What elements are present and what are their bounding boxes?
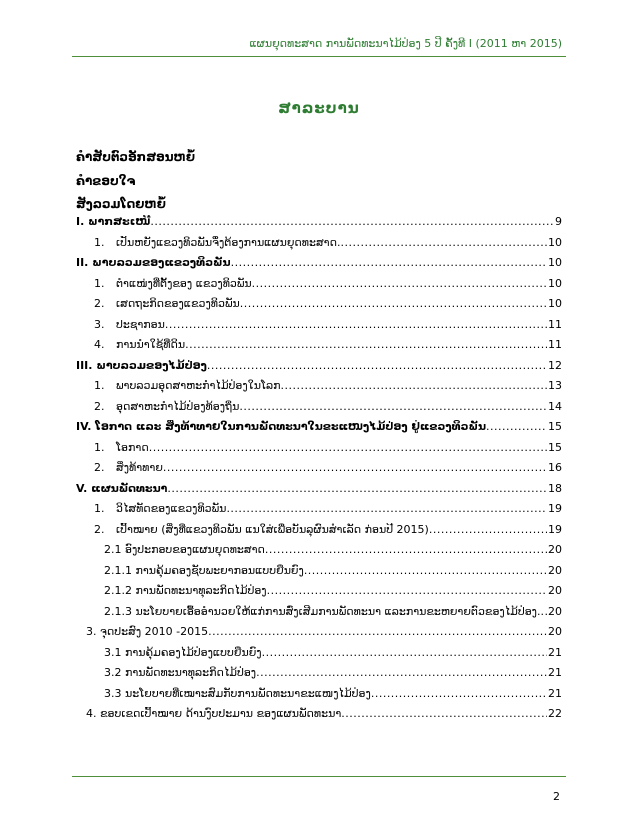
- toc-entry-page: 18: [548, 481, 562, 495]
- toc-entry[interactable]: [76, 236, 562, 257]
- dot-leader: [240, 297, 547, 310]
- front-matter-acknowledgements[interactable]: ຄໍາຂອບໃຈ: [76, 174, 136, 188]
- toc-entry-label: ຕໍາແໜ່ງທີ່ຕັ້ງຂອງ ແຂວງທິວພັນ: [116, 276, 252, 290]
- toc-entry-page: 15: [548, 440, 562, 454]
- toc-entry-page: 21: [548, 645, 562, 659]
- toc-entry[interactable]: [76, 318, 562, 339]
- toc-entry-label: ການຄຸ້ມຄອງໄມ້ປ່ອງແບບຍືນຍົງ: [125, 645, 262, 659]
- toc-entry-number: 2.: [94, 522, 105, 536]
- toc-entry-label: ເປັນຫຍັງແຂວງທິວພັນຈຶ່ງຕ້ອງການແຜນຍຸດທະສາດ.: [116, 235, 341, 249]
- toc-entry-label: ພາບລວມຂອງແຂວງທິວພັນ: [92, 256, 231, 269]
- toc-entry-label: ອຸດສາຫະກໍາໄມ້ປ່ອງທ້ອງຖິ່ນ: [116, 399, 240, 413]
- toc-entry[interactable]: [76, 584, 562, 605]
- toc-entry-page: 13: [548, 379, 562, 392]
- toc-entry-page: 21: [548, 666, 562, 679]
- toc-entry-page: 20: [548, 625, 562, 638]
- toc-entry-label: ການພັດທະນາທຸລະກິດໄມ້ປ່ອງ: [135, 584, 267, 597]
- toc-entry-number: 2.1: [104, 543, 122, 556]
- toc-entry[interactable]: [76, 420, 562, 441]
- dot-leader: [340, 236, 547, 249]
- toc-entry-page: 16: [548, 461, 562, 474]
- toc-entry-number: 1.: [94, 379, 105, 392]
- dot-leader: [341, 707, 547, 720]
- toc-entry[interactable]: [76, 482, 562, 503]
- dot-leader: [150, 215, 554, 228]
- toc-entry-number: 1.: [94, 440, 105, 454]
- toc-entry[interactable]: [76, 297, 562, 318]
- toc-entry-label: ການນໍາໃຊ້ທີ່ດິນ: [116, 338, 186, 351]
- toc-entry-number: 3.: [86, 625, 97, 638]
- toc-entry[interactable]: [76, 400, 562, 421]
- toc-entry-page: 19: [548, 522, 562, 536]
- footer-rule: [72, 776, 566, 777]
- toc-entry-page: 14: [548, 399, 562, 413]
- toc-entry-page: 9: [555, 215, 562, 228]
- toc-entry[interactable]: [76, 215, 562, 236]
- toc-entry-label: ພາບລວມອຸດສາຫະກໍາໄມ້ປ່ອງໃນໂລກ: [116, 379, 281, 392]
- dot-leader: [149, 441, 547, 454]
- dot-leader: [207, 359, 547, 372]
- toc-entry-label: ວິໄສທັດຂອງແຂວງທິວພັນ: [116, 502, 227, 515]
- toc-entry-number: 3.2: [104, 666, 122, 679]
- dot-leader: [281, 379, 547, 392]
- toc-entry-page: 22: [548, 707, 562, 720]
- dot-leader: [429, 523, 547, 536]
- toc-entry-label: ແຜນພັດທະນາ: [91, 481, 168, 495]
- dot-leader: [371, 687, 547, 700]
- toc-entry-number: III.: [76, 358, 93, 372]
- toc-entry-page: 15: [548, 420, 562, 433]
- toc-entry-number: II.: [76, 256, 89, 269]
- toc-entry-number: IV.: [76, 420, 92, 433]
- toc-entry-label: ໂອກາດ: [116, 440, 149, 454]
- dot-leader: [208, 625, 547, 638]
- toc-entry[interactable]: [76, 605, 562, 626]
- dot-leader: [167, 482, 547, 495]
- toc-entry[interactable]: [76, 338, 562, 359]
- toc-entry-page: 11: [548, 338, 562, 351]
- toc-entry-page: 20: [548, 584, 562, 597]
- toc-entry-number: 3.1: [104, 645, 122, 659]
- toc-entry-number: 3.3: [104, 686, 122, 700]
- toc-entry-number: 2.: [94, 297, 105, 310]
- toc-entry-page: 12: [548, 358, 562, 372]
- toc-entry[interactable]: [76, 523, 562, 544]
- toc-entry-page: 19: [548, 502, 562, 515]
- dot-leader: [256, 666, 547, 679]
- toc-entry[interactable]: [76, 666, 562, 687]
- toc-entry-label: ປະຊາກອນ: [116, 317, 165, 331]
- dot-leader: [165, 318, 547, 331]
- toc-entry[interactable]: [76, 277, 562, 298]
- table-of-contents: [76, 215, 562, 728]
- dot-leader: [239, 400, 547, 413]
- toc-entry[interactable]: [76, 359, 562, 380]
- toc-entry-number: I.: [76, 215, 85, 228]
- toc-entry-number: 2.1.2: [104, 584, 132, 597]
- toc-entry-number: 1.: [94, 502, 105, 515]
- toc-entry-number: 2.1.3: [104, 604, 132, 618]
- toc-entry-number: 2.1.1: [104, 563, 132, 577]
- toc-entry-page: 10: [548, 276, 562, 290]
- front-matter-summary[interactable]: ສັງລວມໂດຍຫຍໍ້: [76, 197, 166, 211]
- header-rule: [72, 56, 566, 57]
- toc-entry-number: V.: [76, 481, 88, 495]
- toc-entry-page: 10: [548, 297, 562, 310]
- toc-entry-number: 1.: [94, 276, 105, 290]
- dot-leader: [267, 584, 547, 597]
- front-matter-abbreviations[interactable]: ຄໍາສັບຕົວອັກສອນຫຍໍ້: [76, 150, 195, 164]
- toc-entry-page: 10: [548, 235, 562, 249]
- toc-entry[interactable]: [76, 646, 562, 667]
- toc-entry-number: 2.: [94, 399, 105, 413]
- toc-entry-number: 4.: [86, 707, 97, 720]
- dot-leader: [252, 277, 547, 290]
- toc-entry[interactable]: [76, 441, 562, 462]
- dot-leader: [163, 461, 547, 474]
- dot-leader: [185, 338, 547, 351]
- toc-entry-number: 1.: [94, 235, 105, 249]
- dot-leader: [226, 502, 547, 515]
- toc-entry-label: ເສດຖະກິດຂອງແຂວງທິວພັນ: [116, 297, 240, 310]
- toc-entry-label: ພາບລວມຂອງໄມ້ປ່ອງ: [96, 358, 207, 372]
- toc-entry-page: 21: [548, 686, 562, 700]
- dot-leader: [231, 256, 547, 269]
- toc-entry[interactable]: [76, 379, 562, 400]
- toc-entry[interactable]: [76, 461, 562, 482]
- toc-entry-label: ອົງປະກອບຂອງແຜນຍຸດທະສາດ: [125, 543, 265, 556]
- toc-entry-page: 11: [548, 317, 562, 331]
- toc-entry-label: ການຄຸ້ມຄອງຊັບພະຍາກອນແບບຍືນຍົງ: [135, 563, 304, 577]
- toc-entry-label: ນະໂຍບາຍທີ່ເໝາະສົມກັບການພັດທະນາຂະແໜງໄມ້ປ່ອງ: [125, 686, 371, 700]
- page-number: 2: [553, 790, 560, 803]
- toc-entry-label: ການພັດທະນາທຸລະກິດໄມ້ປ່ອງ: [125, 666, 257, 679]
- toc-entry-label: ສິ່ງທ້າທາຍ: [116, 461, 163, 474]
- dot-leader: [304, 564, 547, 577]
- toc-entry-number: 4.: [94, 338, 105, 351]
- toc-entry[interactable]: [76, 707, 562, 728]
- toc-entry-page: 10: [548, 256, 562, 269]
- toc-entry-label: ຂອບເຂດເປົ້າໝາຍ ດ້ານງົບປະມານ ຂອງແຜນພັດທະນາ: [100, 707, 342, 720]
- toc-entry[interactable]: [76, 256, 562, 277]
- toc-entry-number: 2.: [94, 461, 105, 474]
- toc-entry-page: 20: [548, 604, 562, 618]
- toc-entry-label: ໂອກາດ ແລະ ສິ່ງທ້າທາຍໃນການພັດທະນາໃນຂະແໜງໄມ້ປ່ອງ ຢູ່ແຂວງທິວພັນ: [95, 420, 487, 433]
- toc-title: ສາລະບານ: [278, 99, 360, 117]
- toc-entry-number: 3.: [94, 317, 105, 331]
- toc-entry[interactable]: [76, 564, 562, 585]
- toc-entry[interactable]: [76, 543, 562, 564]
- toc-entry-label: ນະໂຍບາຍເອື້ອອໍານວຍໃຫ້ແກ່ການສົ່ງເສີມການພັດທະນາ ແລະການຂະຫຍາຍຕົວຂອງໄມ້ປ່ອງ.: [135, 604, 541, 618]
- dot-leader: [262, 646, 547, 659]
- toc-entry-page: 20: [548, 563, 562, 577]
- toc-entry[interactable]: [76, 625, 562, 646]
- toc-entry-label: ເປົ້າໝາຍ (ສິ່ງທີ່ແຂວງທິວພັນ ແນໃສ່ເພື່ອບັນລຸຜົນສໍາເລັດ ກ່ອນປີ 2015): [116, 522, 429, 536]
- toc-entry[interactable]: [76, 502, 562, 523]
- running-header: ແຜນຍຸດທະສາດ ການພັດທະນາໄມ້ປ່ອງ 5 ປີ ຄັ້ງທີ I (2011 ຫາ 2015): [249, 37, 562, 50]
- dot-leader: [486, 420, 547, 433]
- toc-entry-page: 20: [548, 543, 562, 556]
- toc-entry-label: ຈຸດປະສົງ 2010 -2015: [100, 625, 209, 638]
- dot-leader: [265, 543, 547, 556]
- toc-entry[interactable]: [76, 687, 562, 708]
- toc-entry-label: ພາກສະເໜີ: [88, 215, 151, 228]
